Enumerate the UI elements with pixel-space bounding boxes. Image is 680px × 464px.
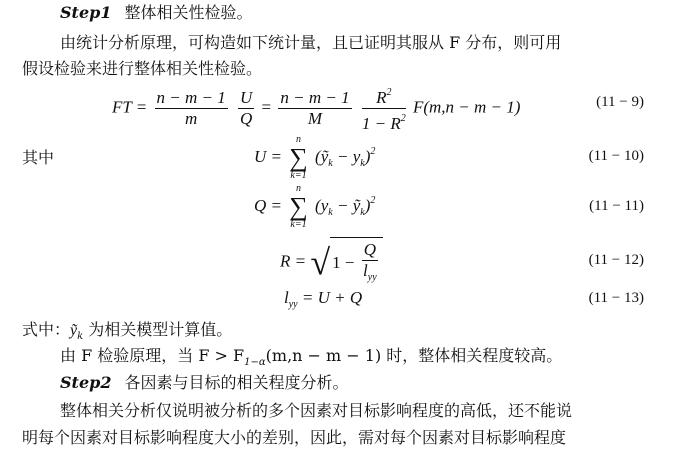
sigma-symbol: ∑ — [289, 143, 308, 172]
eq11-body-c: ) — [364, 195, 371, 215]
eq10-sub2: k — [360, 157, 365, 169]
eq11-sub2: k — [360, 206, 365, 218]
para2-sub: 1−α — [244, 357, 266, 368]
note-line — [22, 319, 232, 348]
equation-11-9 — [112, 83, 520, 134]
step1-label: Step1 — [60, 3, 112, 22]
step1-title: 整体相关性检验。 — [124, 3, 253, 22]
eq11-number: (11 − 11) — [589, 198, 644, 214]
eq11-sup: 2 — [370, 194, 376, 206]
equation-11-13 — [284, 288, 362, 310]
eq9-lhs: FT = — [112, 97, 148, 117]
eq9-frac4-num-text: R — [376, 88, 387, 107]
eq9-frac4-den — [362, 109, 406, 134]
eq10-sum-bot: k=1 — [290, 170, 307, 181]
eq9-frac2 — [238, 88, 254, 129]
eq10-body-a: (ỹ — [315, 146, 329, 166]
eq11-sum-bot: k=1 — [290, 219, 307, 230]
eq10-sum — [289, 135, 308, 181]
para2-line — [60, 345, 562, 374]
eq12-frac-num: Q — [363, 240, 376, 259]
eq12-inner: 1 − — [332, 252, 355, 272]
note-prefix: 式中： — [22, 320, 71, 339]
eq9-frac4-den-sup: 2 — [400, 113, 406, 124]
eq12-sqrt — [310, 237, 383, 288]
eq12-sqrt-body — [330, 237, 383, 288]
eq9-equals: = — [261, 97, 272, 117]
eq12-lhs: R = — [280, 251, 307, 271]
sigma-symbol: ∑ — [289, 192, 308, 221]
eq9-rhs: F(m,n − m − 1) — [412, 97, 521, 117]
para2-part2: (m,n − m − 1) 时，整体相关程度较高。 — [265, 346, 563, 365]
para3-line2: 明每个因素对目标影响程度大小的差别，因此，需对每个因素对目标影响程度 — [22, 428, 567, 447]
para3-line1: 整体相关分析仅说明被分析的多个因素对目标影响程度的高低，还不能说 — [60, 401, 573, 420]
eq11-body-b: − ỹ — [332, 195, 361, 215]
para1-line2: 假设检验来进行整体相关性检验。 — [22, 59, 263, 78]
eq9-frac1-num: n − m − 1 — [156, 88, 226, 107]
eq10-sup: 2 — [370, 145, 376, 157]
eq12-frac-den-text: l — [363, 261, 368, 280]
eq9-frac4-num — [362, 83, 406, 109]
eq9-frac4-num-sup: 2 — [386, 87, 392, 98]
eq11-sum — [289, 184, 308, 230]
para1-line1: 由统计分析原理，可构造如下统计量，且已证明其服从 F 分布，则可用 — [60, 33, 562, 52]
eq12-frac — [362, 240, 378, 288]
step1-heading — [60, 2, 253, 24]
eq9-frac1-den: m — [184, 109, 198, 128]
equation-11-12 — [280, 237, 383, 288]
eq9-frac3-den: M — [307, 109, 323, 128]
eq11-body-a: (y — [315, 195, 329, 215]
eq13-number: (11 − 13) — [588, 290, 644, 306]
eq11-lhs: Q = — [254, 195, 282, 215]
eq10-sum-top: n — [296, 134, 302, 145]
eq11-sub1: k — [328, 206, 333, 218]
equation-11-11 — [254, 184, 375, 230]
eq12-frac-den — [362, 261, 378, 288]
note-var-sub: k — [77, 331, 84, 342]
step2-heading — [60, 372, 349, 394]
step2-label: Step2 — [60, 373, 112, 392]
eq10-sub1: k — [328, 157, 333, 169]
para2-part1: 由 F 检验原理，当 F > F — [60, 346, 245, 365]
eq9-frac2-num: U — [240, 88, 253, 107]
eq9-frac4 — [362, 83, 406, 134]
eq13-lhs-text: l — [284, 288, 289, 307]
step2-title: 各因素与目标的相关程度分析。 — [124, 373, 349, 392]
note-text: 为相关模型计算值。 — [83, 320, 233, 339]
eq9-number: (11 − 9) — [596, 94, 644, 110]
eq10-lhs: U = — [254, 146, 282, 166]
eq10-body-b: − y — [332, 146, 361, 166]
note-var: ỹ — [70, 322, 78, 339]
eq9-frac1 — [155, 88, 228, 129]
eq13-lhs-sub: yy — [288, 299, 298, 310]
eq12-number: (11 − 12) — [588, 252, 644, 268]
eq11-body — [315, 194, 376, 218]
eq13-rhs: = U + Q — [301, 288, 363, 307]
eq11-sum-top: n — [296, 183, 302, 194]
sqrt-symbol: √ — [310, 242, 331, 283]
equation-11-10 — [254, 135, 375, 181]
eq9-frac4-den-text: 1 − R — [361, 114, 401, 133]
eq9-frac3 — [278, 88, 351, 129]
eq12-frac-den-sub: yy — [367, 272, 377, 283]
eq9-frac3-num: n − m − 1 — [280, 88, 350, 107]
eq10-body-c: ) — [364, 146, 371, 166]
eq9-frac2-den: Q — [240, 109, 253, 128]
eq13-lhs — [284, 288, 298, 310]
eq10-body — [315, 145, 376, 169]
where-label: 其中 — [22, 148, 55, 167]
eq10-number: (11 − 10) — [588, 148, 644, 164]
